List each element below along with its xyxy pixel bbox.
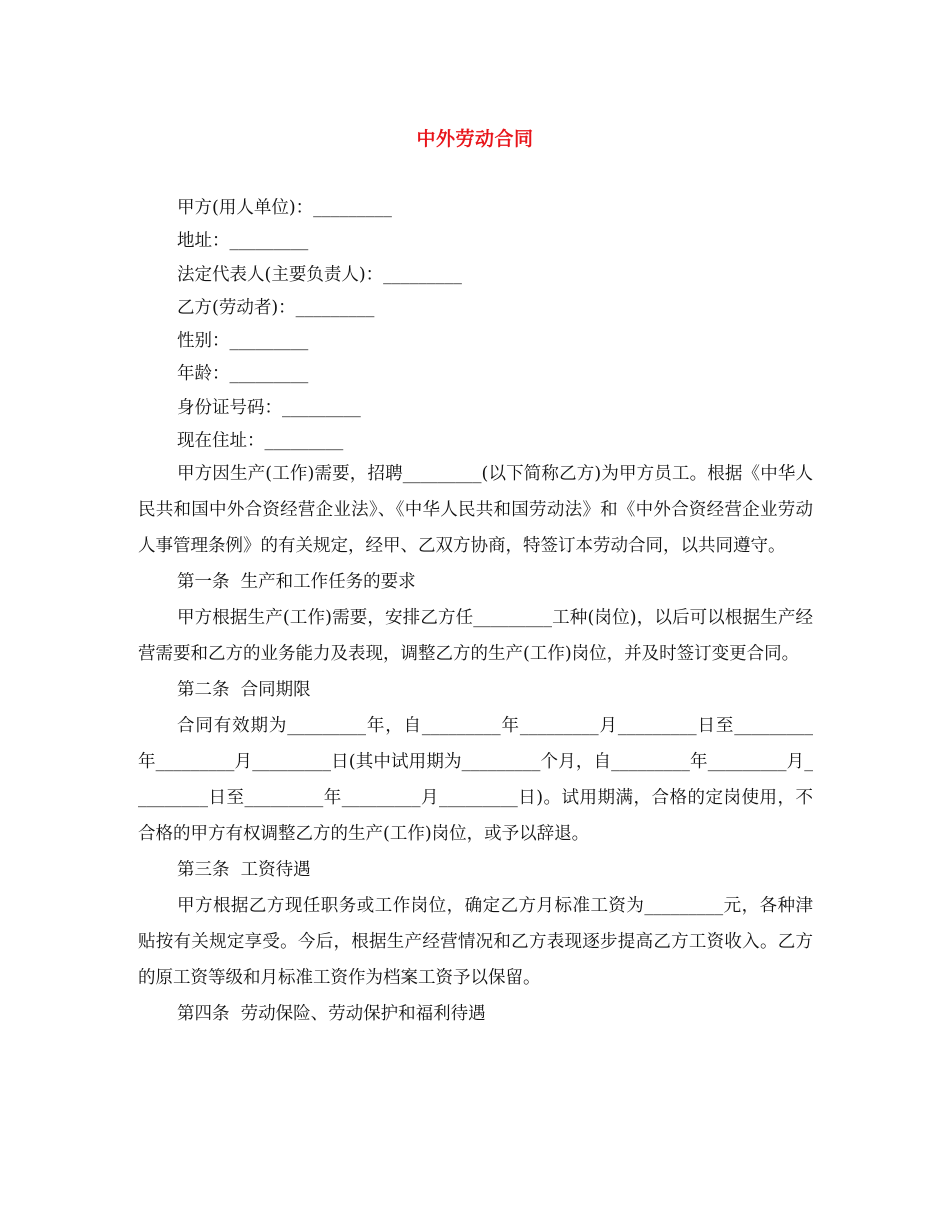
id-number-field: 身份证号码：_________ — [177, 397, 361, 418]
article-4-heading: 第四条 劳动保险、劳动保护和福利待遇 — [177, 1004, 486, 1024]
address-field: 地址：_________ — [177, 231, 309, 252]
article-2-text: 合同有效期为_________年，自_________年_________月_________日至_________年_________月_________日(其中试用期为_________个月，自_________年_________月_________日至_________年_________月_________日)。试用期满，合格的定岗使用，不合格的甲方有权调整乙方的生产(工作)岗位，或予以辞退。 — [138, 716, 813, 844]
article-3-text: 甲方根据乙方现任职务或工作岗位，确定乙方月标准工资为_________元，各种津贴按有关规定享受。今后，根据生产经营情况和乙方表现逐步提高乙方工资收入。乙方的原工资等级和月标准工资作为档案工资予以保留。 — [138, 896, 813, 988]
article-2-heading: 第二条 合同期限 — [177, 680, 311, 700]
contract-body — [138, 456, 813, 1032]
employer-field: 甲方(用人单位)：_________ — [177, 198, 392, 218]
gender-field: 性别：_________ — [177, 331, 309, 352]
article-1-text: 甲方根据生产(工作)需要，安排乙方任_________工种(岗位)，以后可以根据生产经营需要和乙方的业务能力及表现，调整乙方的生产(工作)岗位，并及时签订变更合同。 — [138, 608, 813, 664]
article-1-heading: 第一条 生产和工作任务的要求 — [177, 572, 416, 592]
current-address-field: 现在住址：_________ — [177, 431, 344, 452]
intro-paragraph: 甲方因生产(工作)需要，招聘_________(以下简称乙方)为甲方员工。根据《中华人民共和国中外合资经营企业法》、《中华人民共和国劳动法》和《中外合资经营企业劳动人事管理条例》的有关规定，经甲、乙双方协商，特签订本劳动合同，以共同遵守。 — [138, 464, 813, 556]
document-title: 中外劳动合同 — [416, 128, 534, 150]
age-field: 年龄：_________ — [177, 364, 309, 385]
article-3-heading: 第三条 工资待遇 — [177, 860, 311, 880]
legal-representative-field: 法定代表人(主要负责人)：_________ — [177, 264, 462, 285]
employee-field: 乙方(劳动者)：_________ — [177, 297, 375, 318]
party-info-fields — [177, 192, 462, 458]
